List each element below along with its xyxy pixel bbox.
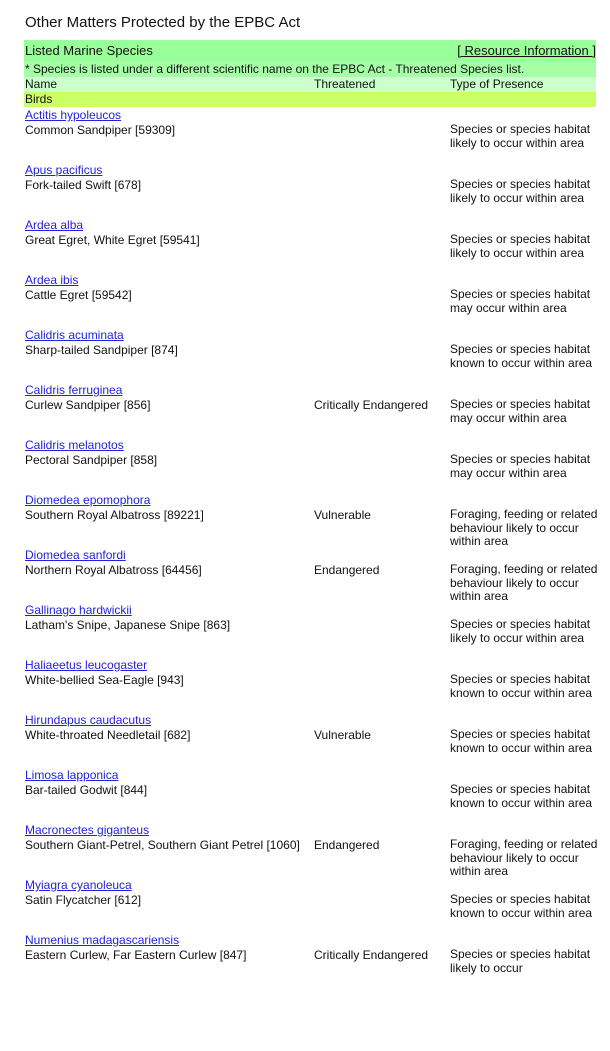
species-type-of-presence: Species or species habitat likely to occur within area bbox=[450, 177, 591, 205]
species-scientific-name-link[interactable]: Numenius madagascariensis bbox=[25, 933, 180, 947]
species-scientific-name-link[interactable]: Actitis hypoleucos bbox=[25, 108, 122, 122]
species-common-name: White-throated Needletail [682] bbox=[25, 728, 191, 742]
species-common-name: Cattle Egret [59542] bbox=[25, 288, 132, 302]
species-type-of-presence: Species or species habitat known to occur within area bbox=[450, 892, 593, 920]
resource-information-link[interactable]: [ Resource Information ] bbox=[457, 43, 596, 58]
page-title: Other Matters Protected by the EPBC Act bbox=[25, 14, 301, 31]
species-common-name: Satin Flycatcher [612] bbox=[25, 893, 142, 907]
species-common-name: White-bellied Sea-Eagle [943] bbox=[25, 673, 184, 687]
species-scientific-name-link[interactable]: Calidris acuminata bbox=[25, 328, 124, 342]
species-type-of-presence: Species or species habitat may occur within area bbox=[450, 452, 591, 480]
listed-marine-species-table bbox=[24, 40, 596, 987]
section-note: * Species is listed under a different scientific name on the EPBC Act - Threatened Species list. bbox=[24, 61, 596, 77]
species-scientific-name-link[interactable]: Diomedea sanfordi bbox=[25, 548, 126, 562]
species-row bbox=[24, 162, 596, 217]
species-row bbox=[24, 767, 596, 822]
species-row bbox=[24, 822, 596, 877]
species-threatened-status: Endangered bbox=[314, 838, 380, 852]
species-type-of-presence: Species or species habitat known to occur within area bbox=[450, 782, 593, 810]
species-row bbox=[24, 492, 596, 547]
species-common-name: Curlew Sandpiper [856] bbox=[25, 398, 151, 412]
species-scientific-name-link[interactable]: Ardea ibis bbox=[25, 273, 79, 287]
species-row bbox=[24, 272, 596, 327]
species-type-of-presence: Species or species habitat known to occur within area bbox=[450, 342, 593, 370]
species-common-name: Southern Giant-Petrel, Southern Giant Petrel [1060] bbox=[25, 838, 300, 852]
species-scientific-name-link[interactable]: Hirundapus caudacutus bbox=[25, 713, 152, 727]
species-threatened-status: Critically Endangered bbox=[314, 398, 429, 412]
species-common-name: Common Sandpiper [59309] bbox=[25, 123, 176, 137]
species-type-of-presence: Species or species habitat may occur within area bbox=[450, 397, 591, 425]
species-common-name: Fork-tailed Swift [678] bbox=[25, 178, 142, 192]
species-row bbox=[24, 217, 596, 272]
species-row bbox=[24, 657, 596, 712]
species-common-name: Latham's Snipe, Japanese Snipe [863] bbox=[25, 618, 231, 632]
species-scientific-name-link[interactable]: Ardea alba bbox=[25, 218, 84, 232]
species-scientific-name-link[interactable]: Calidris melanotos bbox=[25, 438, 124, 452]
species-threatened-status: Endangered bbox=[314, 563, 380, 577]
species-scientific-name-link[interactable]: Gallinago hardwickii bbox=[25, 603, 132, 617]
species-type-of-presence: Species or species habitat known to occur within area bbox=[450, 727, 593, 755]
species-scientific-name-link[interactable]: Myiagra cyanoleuca bbox=[25, 878, 132, 892]
species-common-name: Great Egret, White Egret [59541] bbox=[25, 233, 200, 247]
species-row bbox=[24, 712, 596, 767]
column-header-presence: Type of Presence bbox=[450, 77, 544, 91]
species-common-name: Southern Royal Albatross [89221] bbox=[25, 508, 204, 522]
species-row bbox=[24, 877, 596, 932]
species-row bbox=[24, 932, 596, 987]
species-row bbox=[24, 107, 596, 162]
species-scientific-name-link[interactable]: Haliaeetus leucogaster bbox=[25, 658, 148, 672]
species-row bbox=[24, 602, 596, 657]
species-scientific-name-link[interactable]: Calidris ferruginea bbox=[25, 383, 123, 397]
species-scientific-name-link[interactable]: Macronectes giganteus bbox=[25, 823, 150, 837]
species-type-of-presence: Species or species habitat known to occur within area bbox=[450, 672, 593, 700]
species-type-of-presence: Foraging, feeding or related behaviour likely to occur within area bbox=[450, 837, 598, 878]
species-scientific-name-link[interactable]: Diomedea epomophora bbox=[25, 493, 151, 507]
species-common-name: Bar-tailed Godwit [844] bbox=[25, 783, 148, 797]
species-type-of-presence: Species or species habitat may occur within area bbox=[450, 287, 591, 315]
species-row bbox=[24, 382, 596, 437]
species-scientific-name-link[interactable]: Apus pacificus bbox=[25, 163, 103, 177]
group-row-birds: Birds bbox=[24, 92, 596, 107]
column-header-threatened: Threatened bbox=[314, 77, 376, 91]
species-threatened-status: Vulnerable bbox=[314, 728, 371, 742]
species-type-of-presence: Species or species habitat likely to occur bbox=[450, 947, 591, 975]
species-scientific-name-link[interactable]: Limosa lapponica bbox=[25, 768, 119, 782]
species-type-of-presence: Foraging, feeding or related behaviour likely to occur within area bbox=[450, 562, 598, 603]
species-type-of-presence: Species or species habitat likely to occur within area bbox=[450, 122, 591, 150]
species-common-name: Pectoral Sandpiper [858] bbox=[25, 453, 158, 467]
section-title-bar bbox=[24, 40, 596, 61]
section-title: Listed Marine Species bbox=[25, 43, 153, 58]
species-type-of-presence: Species or species habitat likely to occur within area bbox=[450, 617, 591, 645]
species-threatened-status: Vulnerable bbox=[314, 508, 371, 522]
species-list bbox=[24, 107, 596, 987]
species-row bbox=[24, 437, 596, 492]
species-row bbox=[24, 547, 596, 602]
column-header-name: Name bbox=[25, 77, 58, 91]
species-common-name: Eastern Curlew, Far Eastern Curlew [847] bbox=[25, 948, 247, 962]
species-type-of-presence: Foraging, feeding or related behaviour likely to occur within area bbox=[450, 507, 598, 548]
species-row bbox=[24, 327, 596, 382]
species-threatened-status: Critically Endangered bbox=[314, 948, 429, 962]
species-type-of-presence: Species or species habitat likely to occur within area bbox=[450, 232, 591, 260]
species-common-name: Sharp-tailed Sandpiper [874] bbox=[25, 343, 178, 357]
species-common-name: Northern Royal Albatross [64456] bbox=[25, 563, 202, 577]
column-header-row bbox=[24, 77, 596, 92]
